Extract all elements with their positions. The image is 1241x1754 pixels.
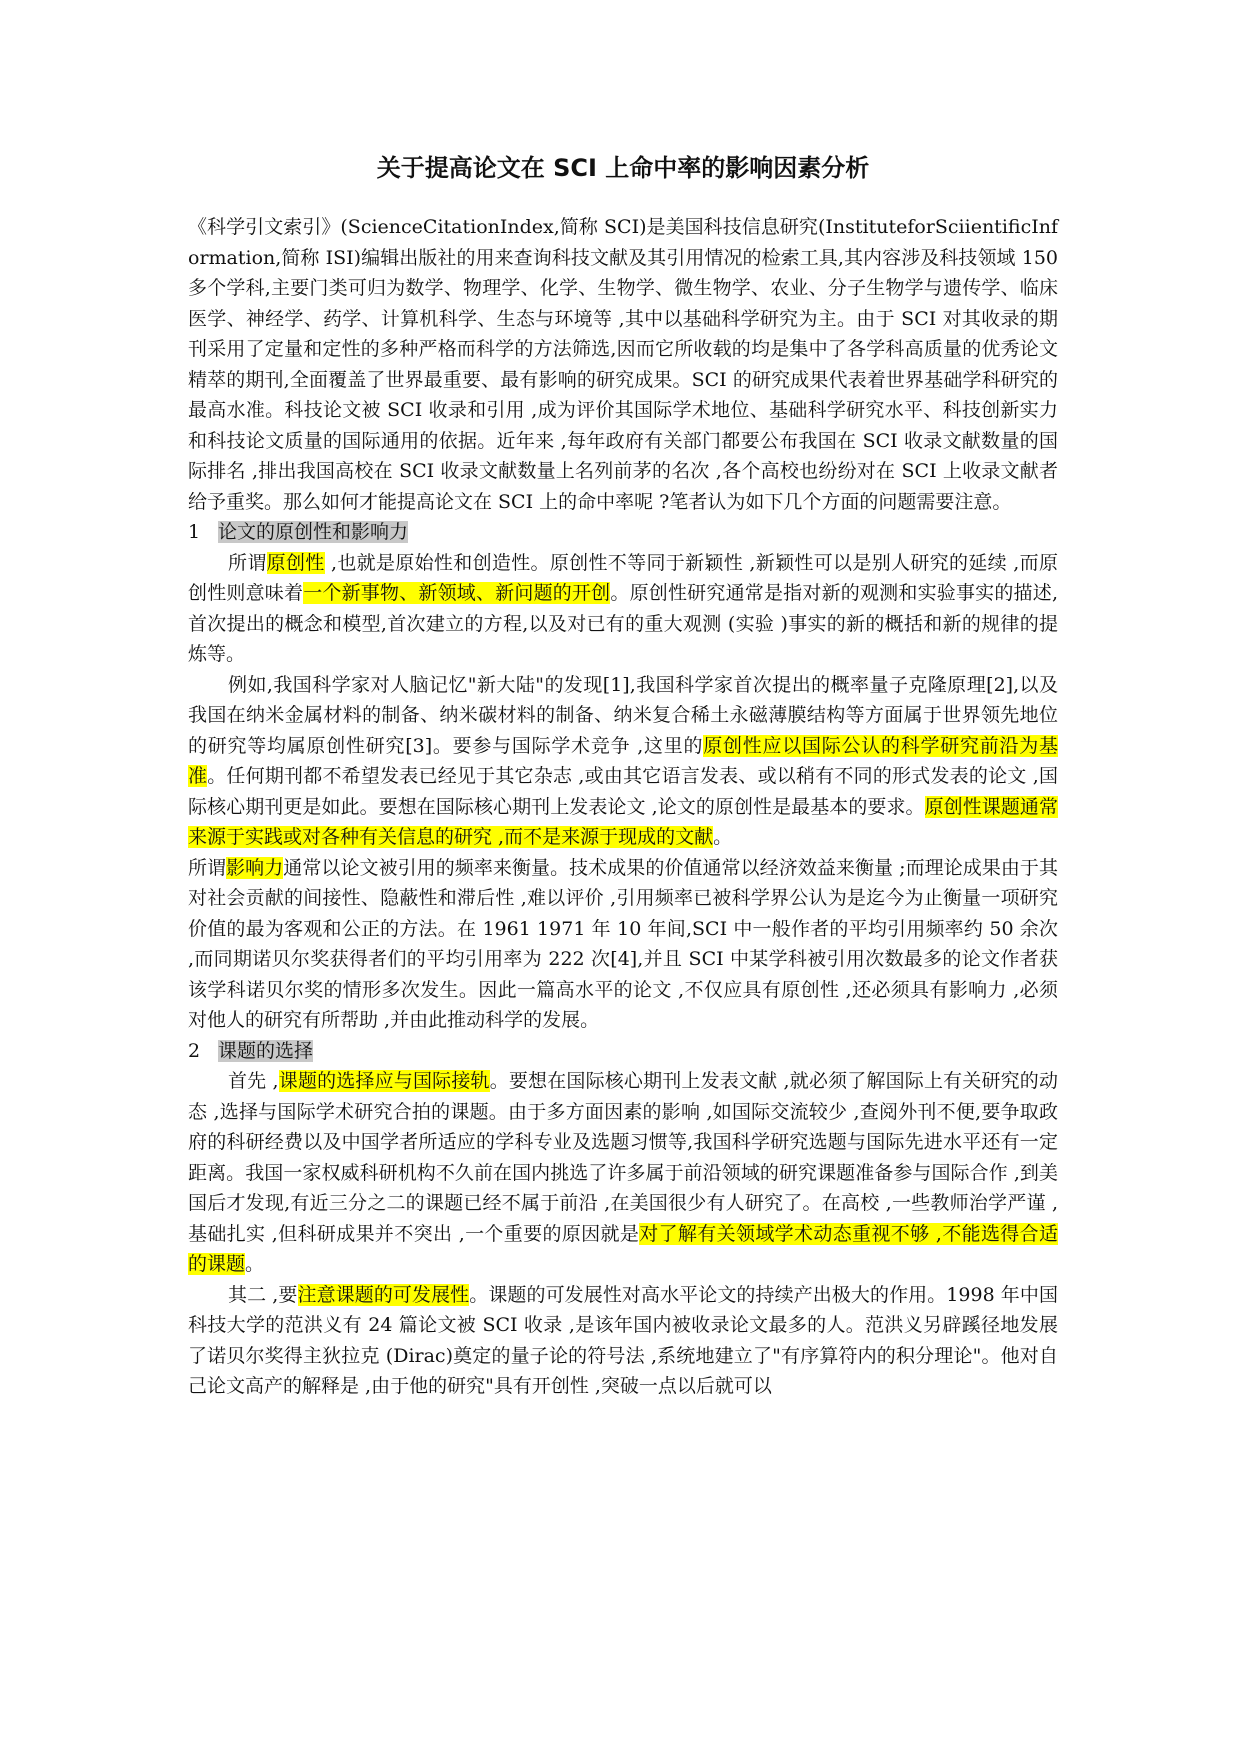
highlighted-text: 对了解有关领域学术动态重视不够 ,不能选得合适的课题 xyxy=(188,1222,1058,1275)
text-run: 。要想在国际核心期刊上发表文献 ,就必须了解国际上有关研究的动态 ,选择与国际学术研究合拍的课题。由于多方面因素的影响 ,如国际交流较少 ,查阅外刊不便,要争取政府的科研经费以及中国学者所适应的学科专业及选题习惯等,我国科学研究选题与国际先进水平还有一定距离。我国一家权威科研机构不久前在国内挑选了许多属于前沿领域的研究课题准备参与国际合作 ,到美国后才发现,有近三分之二的课题已经不属于前沿 ,在美国很少有人研究了。在高校 ,一些教师治学严谨 ,基础扎实 ,但科研成果并不突出 ,一个重要的原因就是 xyxy=(188,1070,1058,1245)
text-run: ,也就是原始性和创造性。原创性不等同于新颖性 ,新颖性可以是别人研究的延续 ,而原创性则意味着 xyxy=(188,551,1058,604)
text-run: 。 xyxy=(245,1253,265,1275)
document-title: 关于提高论文在 SCI 上命中率的影响因素分析 xyxy=(376,154,870,182)
section-2-paragraph-1 xyxy=(188,1066,1058,1280)
section-1-paragraph-1 xyxy=(188,548,1058,670)
text-run: 首先 , xyxy=(228,1070,279,1092)
text-run: 。任何期刊都不希望发表已经见于其它杂志 ,或由其它语言发表、或以稍有不同的形式发表的论文 ,国际核心期刊更是如此。要想在国际核心期刊上发表论文 ,论文的原创性是最基本的要求。 xyxy=(188,765,1058,818)
text-run: 。原创性研究通常是指对新的观测和实验事实的描述,首次提出的概念和模型,首次建立的方程,以及对已有的重大观测 (实验 )事实的新的概括和新的规律的提炼等。 xyxy=(188,582,1058,665)
highlighted-text: 课题的选择应与国际接轨 xyxy=(278,1070,490,1092)
document-content xyxy=(188,148,1058,1402)
section-1-paragraph-2 xyxy=(188,670,1058,853)
highlighted-text: 原创性 xyxy=(266,551,325,574)
section-1-title: 论文的原创性和影响力 xyxy=(218,521,409,543)
text-run: 。 xyxy=(713,826,733,848)
text-run: 通常以论文被引用的频率来衡量。技术成果的价值通常以经济效益来衡量 ;而理论成果由于其对社会贡献的间接性、隐蔽性和滞后性 ,难以评价 ,引用频率已被科学界公认为是迄今为止衡量一项研究价值的最为客观和公正的方法。在 1961 1971 年 10 年间,SCI 中一般作者的平均引用频率约 50 余次 ,而同期诺贝尔奖获得者们的平均引用率为 222 次[4],并且 SCI 中某学科被引用次数最多的论文作者获该学科诺贝尔奖的情形多次发生。因此一篇高水平的论文 ,不仅应具有原创性 ,还必须具有影响力 ,必须对他人的研究有所帮助 ,并由此推动科学的发展。 xyxy=(188,856,1058,1031)
section-1-heading xyxy=(188,517,1058,548)
text-run: 所谓 xyxy=(188,856,227,879)
section-2-title: 课题的选择 xyxy=(218,1039,314,1062)
section-2-heading xyxy=(188,1036,1058,1067)
section-2-paragraph-2 xyxy=(188,1280,1058,1402)
highlighted-text: 原创性课题通常来源于实践或对各种有关信息的研究 ,而不是来源于现成的文献 xyxy=(188,795,1058,848)
section-2-number: 2 xyxy=(188,1039,201,1062)
highlighted-text: 一个新事物、新领域、新问题的开创 xyxy=(303,582,611,604)
text-run: 例如,我国科学家对人脑记忆"新大陆"的发现[1],我国科学家首次提出的概率量子克隆原理[2],以及我国在纳米金属材料的制备、纳米碳材料的制备、纳米复合稀土永磁薄膜结构等方面属于世界领先地位的研究等均属原创性研究[3]。要参与国际学术竞争 ,这里的 xyxy=(188,673,1058,757)
section-1-paragraph-3 xyxy=(188,853,1058,1036)
highlighted-text: 注意课题的可发展性 xyxy=(297,1283,470,1306)
text-run: 。课题的可发展性对高水平论文的持续产出极大的作用。1998 年中国科技大学的范洪义有 24 篇论文被 SCI 收录 ,是该年国内被收录论文最多的人。范洪义另辟蹊径地发展了诺贝尔奖得主狄拉克 (Dirac)奠定的量子论的符号法 ,系统地建立了"有序算符内的积分理论"。他对自己论文高产的解释是 ,由于他的研究"具有开创性 ,突破一点以后就可以 xyxy=(188,1283,1058,1397)
highlighted-text: 影响力 xyxy=(226,856,284,879)
text-run: 所谓 xyxy=(228,551,267,574)
intro-paragraph: 《科学引文索引》(ScienceCitationIndex,简称 SCI)是美国科技信息研究(InstituteforSciientificInformation,简称 ISI)编辑出版社的用来查询科技文献及其引用情况的检索工具,其内容涉及科技领域 150 多个学科,主要门类可归为数学、物理学、化学、生物学、微生物学、农业、分子生物学与遗传学、临床医学、神经学、药学、计算机科学、生态与环境等 ,其中以基础科学研究为主。由于 SCI 对其收录的期刊采用了定量和定性的多种严格而科学的方法筛选,因而它所收载的均是集中了各学科高质量的优秀论文精萃的期刊,全面覆盖了世界最重要、最有影响的研究成果。SCI 的研究成果代表着世界基础学科研究的最高水准。科技论文被 SCI 收录和引用 ,成为评价其国际学术地位、基础科学研究水平、科技创新实力和科技论文质量的国际通用的依据。近年来 ,每年政府有关部门都要公布我国在 SCI 收录文献数量的国际排名 ,排出我国高校在 SCI 收录文献数量上名列前茅的名次 ,各个高校也纷纷对在 SCI 上收录文献者给予重奖。那么如何才能提高论文在 SCI 上的命中率呢 ?笔者认为如下几个方面的问题需要注意。 xyxy=(188,216,1058,513)
highlighted-text: 原创性应以国际公认的科学研究前沿为基准 xyxy=(188,734,1058,787)
text-run: 其二 ,要 xyxy=(228,1283,298,1306)
section-1-number: 1 xyxy=(188,521,201,543)
